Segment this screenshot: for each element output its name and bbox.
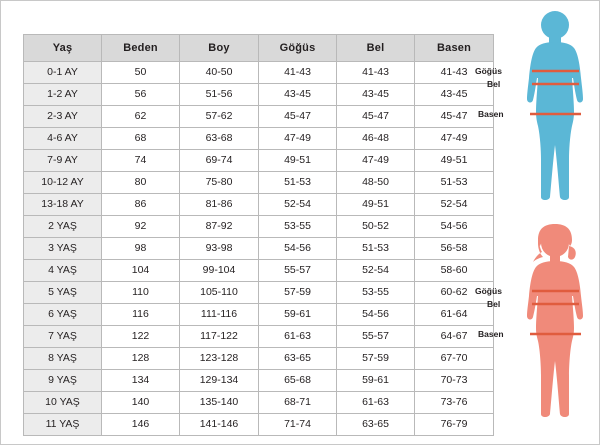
cell-age: 4-6 AY <box>24 128 102 150</box>
cell-size: 98 <box>102 238 180 260</box>
cell-hip: 56-58 <box>415 238 494 260</box>
cell-size: 140 <box>102 392 180 414</box>
cell-age: 8 YAŞ <box>24 348 102 370</box>
table-row <box>24 172 494 194</box>
table-row <box>24 106 494 128</box>
cell-height: 51-56 <box>180 84 259 106</box>
cell-waist: 49-51 <box>337 194 415 216</box>
cell-waist: 41-43 <box>337 62 415 84</box>
cell-height: 129-134 <box>180 370 259 392</box>
cell-hip: 76-79 <box>415 414 494 436</box>
cell-chest: 63-65 <box>259 348 337 370</box>
cell-height: 117-122 <box>180 326 259 348</box>
column-header-age: Yaş <box>24 35 102 62</box>
size-table <box>23 34 494 436</box>
cell-size: 56 <box>102 84 180 106</box>
cell-hip: 49-51 <box>415 150 494 172</box>
cell-height: 57-62 <box>180 106 259 128</box>
cell-hip: 70-73 <box>415 370 494 392</box>
cell-chest: 43-45 <box>259 84 337 106</box>
cell-chest: 71-74 <box>259 414 337 436</box>
table-header <box>24 35 494 62</box>
cell-hip: 47-49 <box>415 128 494 150</box>
boy-body-silhouette <box>519 9 591 221</box>
cell-age: 0-1 AY <box>24 62 102 84</box>
cell-height: 99-104 <box>180 260 259 282</box>
column-header-height: Boy <box>180 35 259 62</box>
girl-hip-label: Basen <box>478 329 504 339</box>
cell-chest: 41-43 <box>259 62 337 84</box>
cell-height: 69-74 <box>180 150 259 172</box>
cell-height: 111-116 <box>180 304 259 326</box>
boy-figure <box>475 9 599 221</box>
cell-chest: 61-63 <box>259 326 337 348</box>
cell-waist: 45-47 <box>337 106 415 128</box>
girl-waist-label: Bel <box>487 299 501 309</box>
cell-chest: 65-68 <box>259 370 337 392</box>
table-row <box>24 216 494 238</box>
cell-height: 75-80 <box>180 172 259 194</box>
table-row <box>24 348 494 370</box>
table-row <box>24 282 494 304</box>
cell-height: 123-128 <box>180 348 259 370</box>
table-row <box>24 128 494 150</box>
cell-chest: 68-71 <box>259 392 337 414</box>
cell-height: 105-110 <box>180 282 259 304</box>
cell-waist: 63-65 <box>337 414 415 436</box>
table-row <box>24 304 494 326</box>
cell-waist: 59-61 <box>337 370 415 392</box>
column-header-waist: Bel <box>337 35 415 62</box>
table-row <box>24 414 494 436</box>
cell-size: 146 <box>102 414 180 436</box>
cell-waist: 47-49 <box>337 150 415 172</box>
table-row <box>24 392 494 414</box>
table-row <box>24 150 494 172</box>
cell-chest: 54-56 <box>259 238 337 260</box>
table-row <box>24 260 494 282</box>
cell-age: 7 YAŞ <box>24 326 102 348</box>
cell-size: 86 <box>102 194 180 216</box>
table-row <box>24 326 494 348</box>
cell-age: 11 YAŞ <box>24 414 102 436</box>
cell-age: 10-12 AY <box>24 172 102 194</box>
cell-hip: 41-43 <box>415 62 494 84</box>
cell-waist: 50-52 <box>337 216 415 238</box>
size-table-container <box>23 34 493 436</box>
cell-hip: 52-54 <box>415 194 494 216</box>
cell-size: 116 <box>102 304 180 326</box>
girl-figure <box>475 224 599 439</box>
girl-body-silhouette <box>519 224 591 439</box>
cell-height: 135-140 <box>180 392 259 414</box>
cell-chest: 53-55 <box>259 216 337 238</box>
cell-hip: 73-76 <box>415 392 494 414</box>
cell-hip: 64-67 <box>415 326 494 348</box>
cell-hip: 43-45 <box>415 84 494 106</box>
cell-age: 10 YAŞ <box>24 392 102 414</box>
cell-chest: 49-51 <box>259 150 337 172</box>
cell-size: 62 <box>102 106 180 128</box>
cell-age: 4 YAŞ <box>24 260 102 282</box>
cell-age: 1-2 AY <box>24 84 102 106</box>
cell-age: 7-9 AY <box>24 150 102 172</box>
cell-size: 50 <box>102 62 180 84</box>
cell-chest: 47-49 <box>259 128 337 150</box>
girl-chest-label: Göğüs <box>475 286 502 296</box>
table-body <box>24 62 494 436</box>
cell-hip: 51-53 <box>415 172 494 194</box>
cell-height: 141-146 <box>180 414 259 436</box>
cell-waist: 57-59 <box>337 348 415 370</box>
cell-age: 13-18 AY <box>24 194 102 216</box>
cell-age: 9 YAŞ <box>24 370 102 392</box>
cell-waist: 51-53 <box>337 238 415 260</box>
cell-height: 87-92 <box>180 216 259 238</box>
cell-size: 80 <box>102 172 180 194</box>
cell-age: 3 YAŞ <box>24 238 102 260</box>
table-row <box>24 84 494 106</box>
cell-height: 63-68 <box>180 128 259 150</box>
cell-age: 5 YAŞ <box>24 282 102 304</box>
boy-waist-label: Bel <box>487 79 501 89</box>
cell-height: 40-50 <box>180 62 259 84</box>
cell-hip: 58-60 <box>415 260 494 282</box>
boy-hip-label: Basen <box>478 109 504 119</box>
table-header-row <box>24 35 494 62</box>
cell-height: 93-98 <box>180 238 259 260</box>
cell-chest: 59-61 <box>259 304 337 326</box>
column-header-size: Beden <box>102 35 180 62</box>
cell-size: 104 <box>102 260 180 282</box>
cell-chest: 45-47 <box>259 106 337 128</box>
cell-hip: 54-56 <box>415 216 494 238</box>
cell-size: 92 <box>102 216 180 238</box>
column-header-chest: Göğüs <box>259 35 337 62</box>
cell-hip: 45-47 <box>415 106 494 128</box>
table-row <box>24 62 494 84</box>
cell-waist: 54-56 <box>337 304 415 326</box>
table-row <box>24 194 494 216</box>
cell-chest: 57-59 <box>259 282 337 304</box>
cell-chest: 52-54 <box>259 194 337 216</box>
body-figures <box>475 9 599 439</box>
cell-age: 6 YAŞ <box>24 304 102 326</box>
cell-height: 81-86 <box>180 194 259 216</box>
cell-hip: 67-70 <box>415 348 494 370</box>
table-row <box>24 238 494 260</box>
cell-size: 128 <box>102 348 180 370</box>
cell-waist: 55-57 <box>337 326 415 348</box>
cell-chest: 51-53 <box>259 172 337 194</box>
table-row <box>24 370 494 392</box>
cell-size: 74 <box>102 150 180 172</box>
cell-size: 134 <box>102 370 180 392</box>
cell-waist: 46-48 <box>337 128 415 150</box>
cell-hip: 60-62 <box>415 282 494 304</box>
cell-age: 2-3 AY <box>24 106 102 128</box>
cell-size: 110 <box>102 282 180 304</box>
cell-waist: 53-55 <box>337 282 415 304</box>
cell-size: 68 <box>102 128 180 150</box>
cell-chest: 55-57 <box>259 260 337 282</box>
cell-waist: 48-50 <box>337 172 415 194</box>
cell-hip: 61-64 <box>415 304 494 326</box>
boy-chest-label: Göğüs <box>475 66 502 76</box>
cell-age: 2 YAŞ <box>24 216 102 238</box>
cell-waist: 61-63 <box>337 392 415 414</box>
cell-waist: 52-54 <box>337 260 415 282</box>
cell-size: 122 <box>102 326 180 348</box>
cell-waist: 43-45 <box>337 84 415 106</box>
column-header-hip: Basen <box>415 35 494 62</box>
